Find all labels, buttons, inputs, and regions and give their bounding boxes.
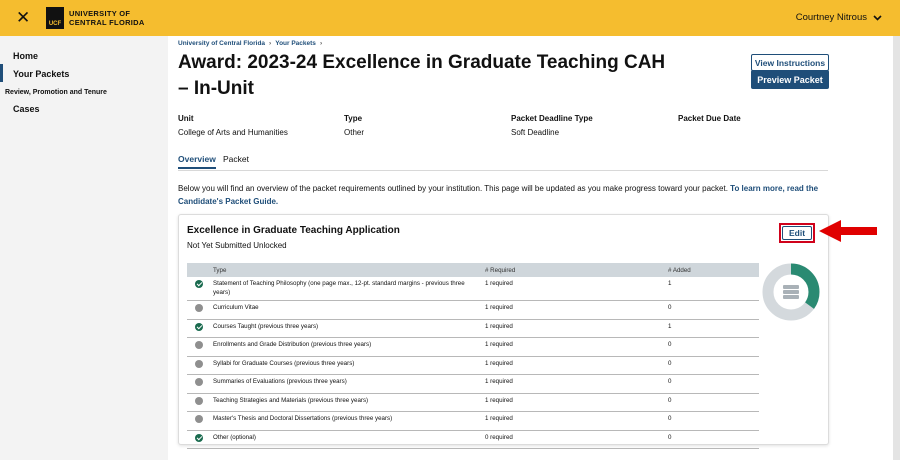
row-added: 1	[664, 319, 759, 338]
dot-icon	[195, 397, 203, 405]
sidebar-item-cases[interactable]: Cases	[13, 104, 40, 114]
card-title: Excellence in Graduate Teaching Application	[187, 225, 400, 236]
requirements-card	[178, 214, 829, 445]
edit-button[interactable]: Edit	[782, 226, 812, 240]
table-row[interactable]	[187, 338, 759, 357]
row-type: Courses Taught (previous three years)	[209, 319, 481, 338]
row-status-cell	[187, 356, 209, 375]
row-status-cell	[187, 393, 209, 412]
dot-icon	[195, 415, 203, 423]
unit-value: College of Arts and Humanities	[178, 128, 288, 137]
row-required: 1 required	[481, 301, 664, 320]
check-circle-icon	[195, 280, 203, 288]
row-required: 0 required	[481, 430, 664, 449]
row-status-cell	[187, 301, 209, 320]
preview-packet-button[interactable]: Preview Packet	[751, 70, 829, 89]
row-required: 1 required	[481, 319, 664, 338]
breadcrumb-separator: ›	[319, 40, 323, 47]
requirements-table	[187, 263, 759, 449]
user-name: Courtney Nitrous	[795, 12, 867, 23]
deadline-type-value: Soft Deadline	[511, 128, 560, 137]
row-type: Curriculum Vitae	[209, 301, 481, 320]
progress-donut	[762, 263, 820, 321]
row-added: 0	[664, 301, 759, 320]
row-required: 1 required	[481, 375, 664, 394]
table-header-row	[187, 263, 759, 277]
row-added: 0	[664, 375, 759, 394]
active-indicator	[0, 64, 3, 82]
dot-icon	[195, 360, 203, 368]
page-title: Award: 2023-24 Excellence in Graduate Teaching CAH – In-Unit	[178, 52, 666, 99]
packet-guide-link[interactable]: To learn more, read the Candidate's Packet Guide.	[178, 184, 819, 206]
sidebar-item-home[interactable]: Home	[13, 51, 39, 61]
table-row[interactable]	[187, 356, 759, 375]
unit-label: Unit	[178, 114, 194, 123]
tab-divider	[178, 170, 828, 171]
red-arrow-annotation	[819, 220, 879, 242]
main-panel	[168, 36, 893, 460]
server-icon	[783, 285, 799, 299]
table-row[interactable]	[187, 430, 759, 449]
dot-icon	[195, 341, 203, 349]
row-type: Other (optional)	[209, 430, 481, 449]
row-added: 0	[664, 356, 759, 375]
due-date-label: Packet Due Date	[678, 114, 741, 123]
row-status-cell	[187, 375, 209, 394]
sidebar-item-your-packets[interactable]: Your Packets	[13, 69, 70, 79]
chevron-down-icon	[873, 15, 882, 21]
type-value: Other	[344, 128, 365, 137]
intro-text	[178, 182, 838, 208]
view-instructions-button[interactable]: View Instructions	[751, 54, 829, 71]
page-scrollbar[interactable]	[893, 36, 900, 460]
row-added: 0	[664, 412, 759, 431]
intro-body: Below you will find an overview of the packet requirements outlined by your institution. This page will be updated as you make progress toward your packet.	[178, 184, 731, 193]
table-row[interactable]	[187, 319, 759, 338]
card-status: Not Yet Submitted Unlocked	[187, 241, 287, 250]
deadline-type-label: Packet Deadline Type	[511, 114, 593, 123]
header-required: # Required	[481, 263, 664, 277]
header-added: # Added	[664, 263, 759, 277]
dot-icon	[195, 304, 203, 312]
row-added: 0	[664, 393, 759, 412]
table-row[interactable]	[187, 277, 759, 301]
row-required: 1 required	[481, 277, 664, 301]
table-row[interactable]	[187, 301, 759, 320]
type-label: Type	[344, 114, 363, 123]
row-type: Summaries of Evaluations (previous three years)	[209, 375, 481, 394]
row-status-cell	[187, 319, 209, 338]
ucf-logo[interactable]	[46, 7, 145, 29]
row-added: 0	[664, 338, 759, 357]
row-added: 0	[664, 430, 759, 449]
edit-button-highlight	[779, 223, 815, 243]
header-status	[187, 263, 209, 277]
top-bar	[0, 0, 900, 36]
logo-line-1: UNIVERSITY OF	[69, 9, 131, 18]
row-status-cell	[187, 412, 209, 431]
breadcrumb	[178, 40, 326, 47]
table-row[interactable]	[187, 393, 759, 412]
row-type: Master's Thesis and Doctoral Dissertations (previous three years)	[209, 412, 481, 431]
table-body	[187, 277, 759, 449]
header-type: Type	[209, 263, 481, 277]
row-status-cell	[187, 338, 209, 357]
sidebar	[0, 36, 168, 460]
table-row[interactable]	[187, 412, 759, 431]
row-added: 1	[664, 277, 759, 301]
tab-packet[interactable]: Packet	[223, 154, 249, 164]
row-required: 1 required	[481, 412, 664, 431]
row-status-cell	[187, 277, 209, 301]
logo-line-2: CENTRAL FLORIDA	[69, 18, 145, 27]
check-circle-icon	[195, 434, 203, 442]
logo-mark: UCF	[46, 7, 64, 29]
user-menu[interactable]	[796, 12, 882, 23]
row-required: 1 required	[481, 356, 664, 375]
tab-overview[interactable]: Overview	[178, 154, 216, 169]
row-type: Syllabi for Graduate Courses (previous three years)	[209, 356, 481, 375]
sidebar-item-review-promotion-tenure[interactable]: Review, Promotion and Tenure	[5, 89, 107, 96]
dot-icon	[195, 378, 203, 386]
row-required: 1 required	[481, 338, 664, 357]
row-type: Teaching Strategies and Materials (previous three years)	[209, 393, 481, 412]
logo-text	[69, 9, 145, 27]
check-circle-icon	[195, 323, 203, 331]
breadcrumb-ucf[interactable]: University of Central Florida	[178, 40, 266, 47]
table-row[interactable]	[187, 375, 759, 394]
row-required: 1 required	[481, 393, 664, 412]
row-type: Enrollments and Grade Distribution (previous three years)	[209, 338, 481, 357]
breadcrumb-separator: ›	[269, 40, 272, 47]
row-type: Statement of Teaching Philosophy (one page max., 12-pt. standard margins - previous three years)	[209, 277, 481, 301]
close-icon[interactable]: ✕	[16, 8, 31, 27]
breadcrumb-your-packets[interactable]: Your Packets	[275, 40, 316, 47]
row-status-cell	[187, 430, 209, 449]
